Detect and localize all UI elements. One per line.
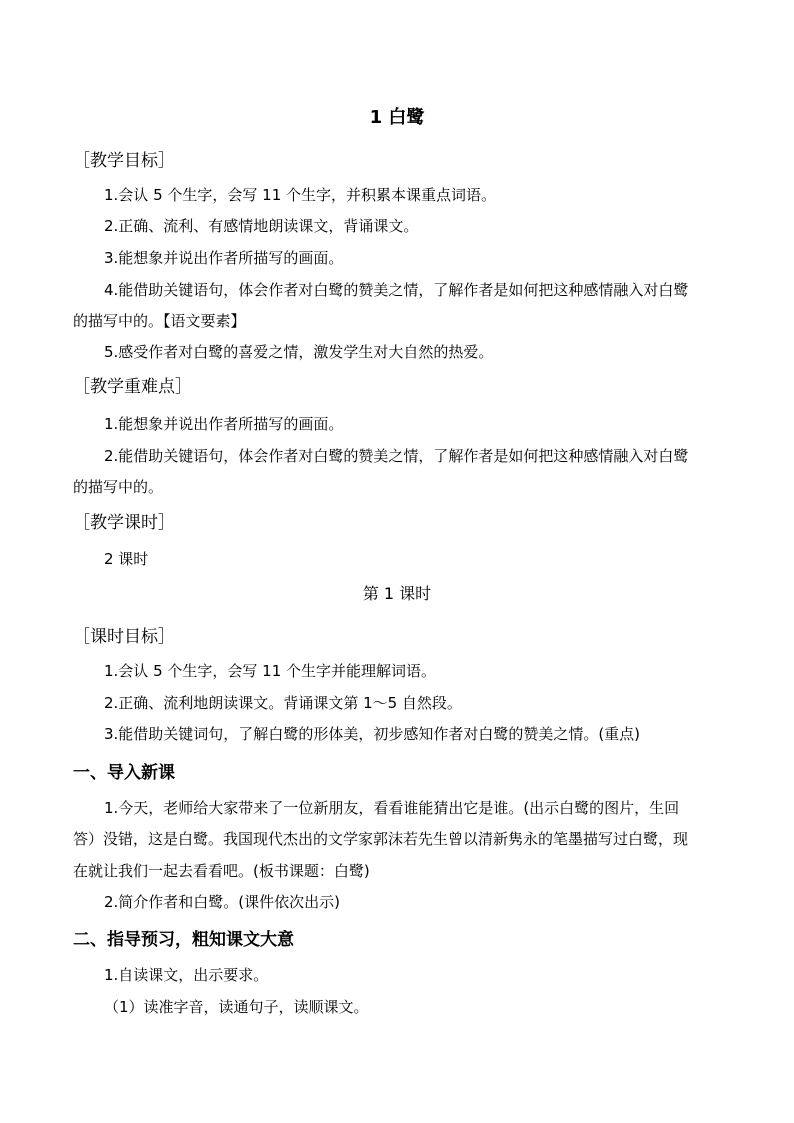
section-one-line: 1.今天，老师给大家带来了一位新朋友，看看谁能猜出它是谁。(出示白鹭的图片，生回 xyxy=(104,799,680,817)
teaching-goal-item: 1.会认 5 个生字，会写 11 个生字，并积累本课重点词语。 xyxy=(104,186,497,204)
teaching-goal-item-continued: 的描写中的。【语文要素】 xyxy=(73,312,246,330)
lesson-goal-item: 2.正确、流利地朗读课文。背诵课文第 1～5 自然段。 xyxy=(104,694,462,712)
section-one-line: 在就让我们一起去看看吧。(板书课题：白鹭) xyxy=(73,862,370,880)
key-point-item: 1.能想象并说出作者所描写的画面。 xyxy=(104,415,344,433)
class-hours-heading: ［教学课时］ xyxy=(73,513,175,533)
section-one-line: 2.简介作者和白鹭。(课件依次出示) xyxy=(104,893,341,911)
lesson-goal-item: 3.能借助关键词句，了解白鹭的形体美，初步感知作者对白鹭的赞美之情。(重点) xyxy=(104,725,641,743)
key-point-item-continued: 的描写中的。 xyxy=(73,478,164,496)
section-one-line: 答）没错，这是白鹭。我国现代杰出的文学家郭沫若先生曾以清新隽永的笔墨描写过白鹭，现 xyxy=(73,830,689,848)
lesson-goals-heading: ［课时目标］ xyxy=(73,627,175,647)
key-point-item: 2.能借助关键语句，体会作者对白鹭的赞美之情，了解作者是如何把这种感情融入对白鹭 xyxy=(104,447,689,465)
teaching-goal-item: 5.感受作者对白鹭的喜爱之情，激发学生对大自然的热爱。 xyxy=(104,343,494,361)
section-two-line: 1.自读课文，出示要求。 xyxy=(104,966,269,984)
document-title: 1 白鹭 xyxy=(369,107,425,128)
teaching-goals-heading: ［教学目标］ xyxy=(73,151,175,171)
lesson-one-title: 第 1 课时 xyxy=(362,584,432,603)
section-two-line: （1）读准字音，读通句子，读顺课文。 xyxy=(104,998,369,1016)
lesson-goal-item: 1.会认 5 个生字，会写 11 个生字并能理解词语。 xyxy=(104,662,437,680)
teaching-goal-item: 4.能借助关键语句，体会作者对白鹭的赞美之情，了解作者是如何把这种感情融入对白鹭 xyxy=(104,281,689,299)
section-one-heading: 一、导入新课 xyxy=(73,763,175,783)
class-hours-value: 2 课时 xyxy=(104,550,149,568)
section-two-heading: 二、指导预习，粗知课文大意 xyxy=(73,930,294,950)
teaching-goal-item: 3.能想象并说出作者所描写的画面。 xyxy=(104,249,344,267)
key-points-heading: ［教学重难点］ xyxy=(73,377,192,397)
teaching-goal-item: 2.正确、流利、有感情地朗读课文，背诵课文。 xyxy=(104,217,419,235)
